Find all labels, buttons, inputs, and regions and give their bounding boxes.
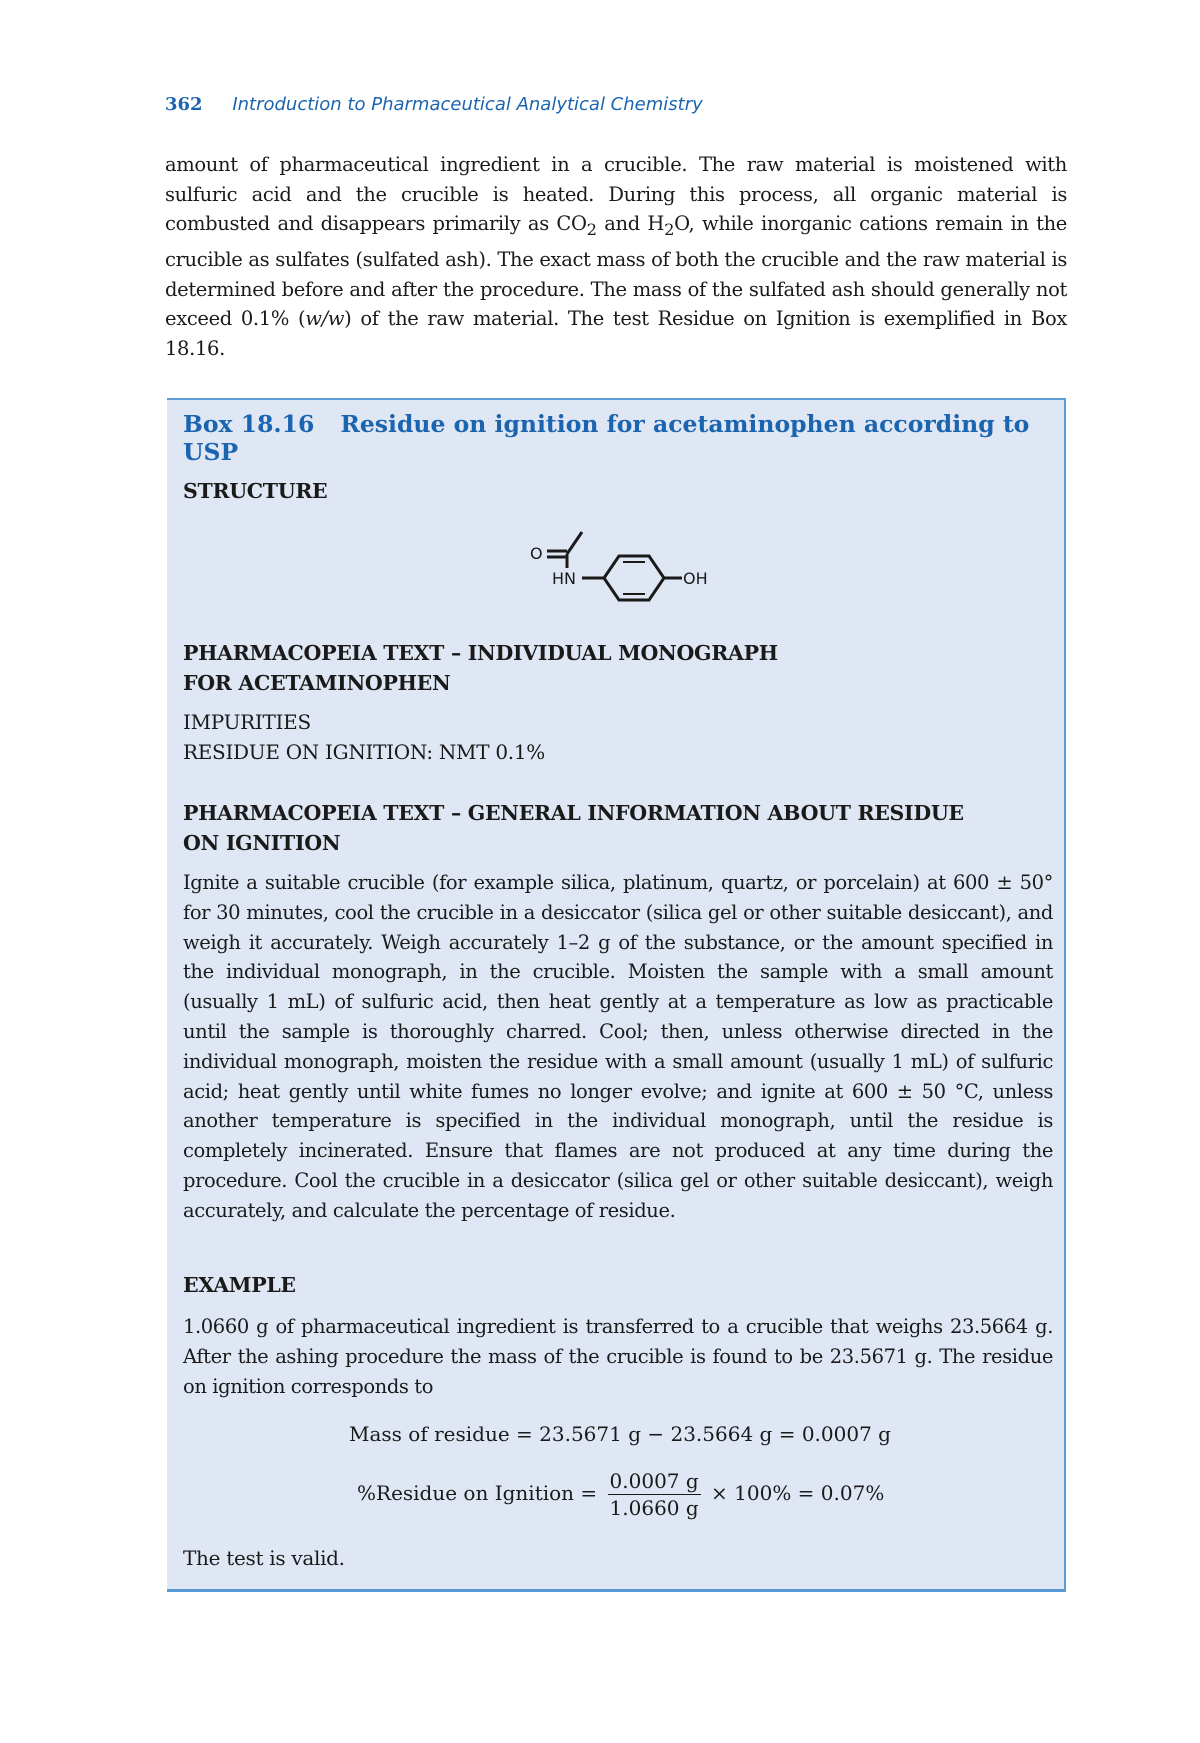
structure-heading: STRUCTURE: [183, 479, 328, 503]
general-heading-line1: PHARMACOPEIA TEXT – GENERAL INFORMATION ABOUT RESIDUE: [183, 801, 964, 825]
box-number: Box 18.16: [183, 410, 315, 438]
conclusion: The test is valid.: [183, 1546, 345, 1570]
fraction: [608, 1468, 701, 1521]
impurities-label: IMPURITIES: [183, 710, 311, 734]
oh-label: OH: [683, 569, 708, 588]
monograph-heading-line2: FOR ACETAMINOPHEN: [183, 671, 451, 695]
fraction-numerator: 0.0007 g: [609, 1469, 699, 1493]
equation-percent-residue: %Residue on Ignition = $\frac{0.0007 g}{1.0660 g}$ × 100% = 0.07%: [357, 1469, 885, 1520]
general-heading-line2: ON IGNITION: [183, 831, 341, 855]
general-text: Ignite a suitable crucible (for example silica, platinum, quartz, or porcelain) at 600 ± 50° for 30 minutes, cool the crucible in a desiccator (silica gel or other suitable desiccant), and weigh it accurately. Weigh accurately 1–2 g of the substance, or the amount specified in the individual monograph, in the crucible. Moisten the sample with a small amount (usually 1 mL) of sulfuric acid, then heat gently at a temperature as low as practicable until the sample is thoroughly charred. Cool; then, unless otherwise directed in the individual monograph, moisten the residue with a small amount (usually 1 mL) of sulfuric acid; heat gently until white fumes no longer evolve; and ignite at 600 ± 50 °C, unless another temperature is specified in the individual monograph, until the residue is completely incinerated. Ensure that flames are not produced at any time during the procedure. Cool the crucible in a desiccator (silica gel or other suitable desiccant), weigh accurately, and calculate the percentage of residue.: [183, 871, 1053, 1222]
residue-limit: RESIDUE ON IGNITION: NMT 0.1%: [183, 740, 545, 764]
running-title: Introduction to Pharmaceutical Analytical Chemistry: [232, 94, 703, 115]
page-number: 362: [165, 94, 203, 115]
running-header: [165, 94, 703, 124]
hn-label: HN: [552, 569, 576, 588]
monograph-heading-line1: PHARMACOPEIA TEXT – INDIVIDUAL MONOGRAPH: [183, 641, 778, 665]
oxygen-label: O: [530, 544, 543, 563]
box-title-text: Residue on ignition for acetaminophen according to USP: [183, 410, 1030, 466]
intro-paragraph: amount of pharmaceutical ingredient in a crucible. The raw material is moistened with sulfuric acid and the crucible is heated. During this process, all organic material is combusted and disappears primarily as $CO_2$ and $H_2O$, while inorganic cations remain in the crucible as sulfates (sulfated ash). The exact mass of both the crucible and the raw material is determined before and after the procedure. The mass of the sulfated ash should generally not exceed 0.1% (w/w) of the raw material. The test Residue on Ignition is exemplified in Box 18.16.: [165, 153, 1067, 361]
equation-mass-residue: Mass of residue = 23.5671 g − 23.5664 g = 0.0007 g: [349, 1422, 891, 1446]
example-text: 1.0660 g of pharmaceutical ingredient is transferred to a crucible that weighs 23.5664 g. After the ashing procedure the mass of the crucible is found to be 23.5671 g. The residue on ignition corresponds to: [183, 1315, 1053, 1398]
example-box: [167, 398, 1066, 1592]
example-heading: EXAMPLE: [183, 1273, 296, 1297]
acetaminophen-structure: [512, 518, 732, 608]
box-title: [183, 410, 1064, 466]
fraction-denominator: 1.0660 g: [609, 1496, 699, 1520]
